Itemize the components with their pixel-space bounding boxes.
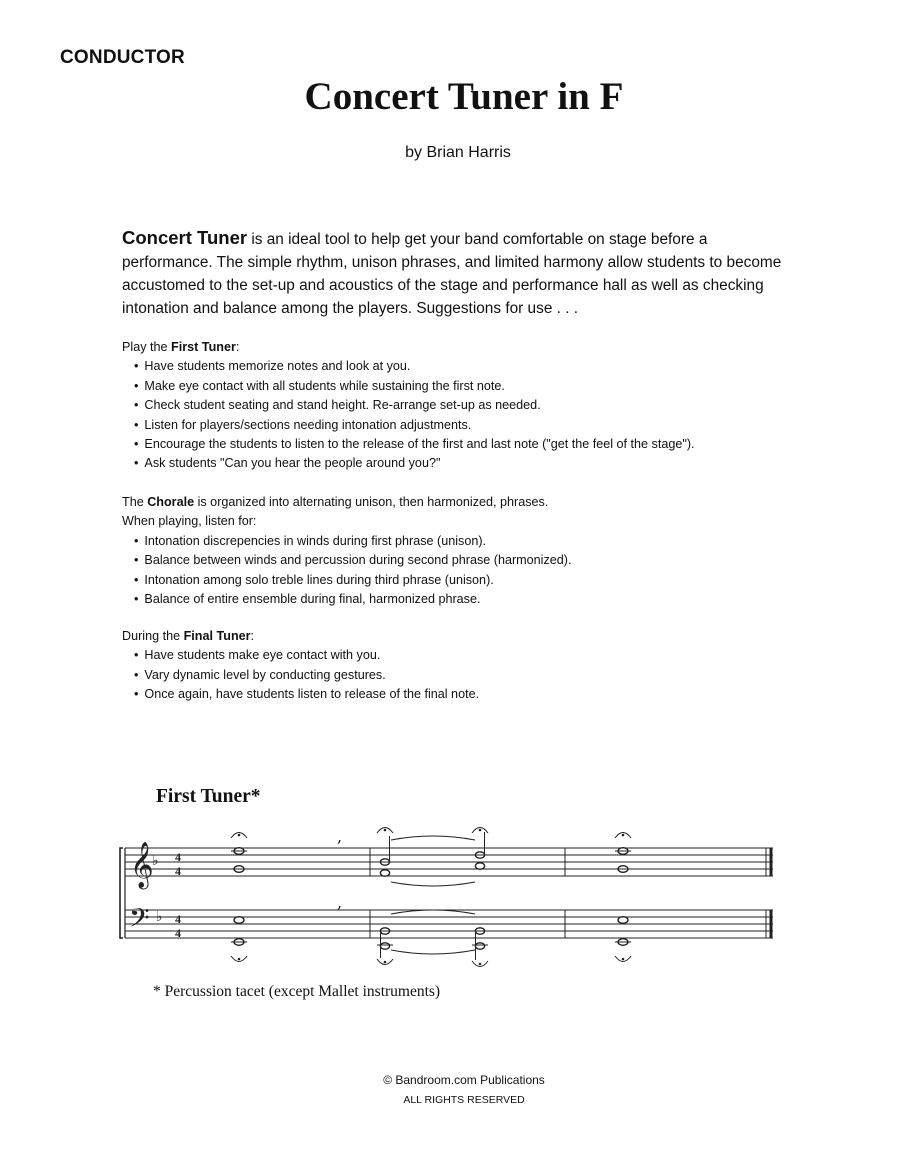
first-tuner-intro: Play the First Tuner:	[122, 340, 240, 354]
tie	[391, 910, 475, 914]
list-item: • Balance of entire ensemble during final, harmonized phrase.	[134, 590, 802, 609]
first-tuner-section	[122, 338, 802, 474]
half-note	[380, 870, 389, 876]
breath-mark-icon: ,	[337, 827, 343, 846]
intro-text: is an ideal tool to help get your band comfortable on stage before a performance. The simple rhythm, unison phrases, and limited harmony allow students to become accustomed to the set-up and acoustics of the stage and performance hall as well as checking intonation and balance among the players. Suggestions for use . . .	[122, 231, 782, 317]
final-tuner-intro: During the Final Tuner:	[122, 629, 255, 643]
list-item: • Intonation discrepencies in winds during first phrase (unison).	[134, 532, 802, 551]
whole-note	[618, 917, 628, 924]
tie	[391, 882, 475, 886]
list-item: • Vary dynamic level by conducting gestures.	[134, 666, 802, 685]
list-item: • Balance between winds and percussion during second phrase (harmonized).	[134, 551, 802, 570]
first-tuner-list	[122, 357, 802, 473]
system-bracket	[120, 848, 123, 938]
list-item: • Intonation among solo treble lines during third phrase (unison).	[134, 571, 802, 590]
half-note	[475, 863, 484, 869]
flat-icon: ♭	[156, 909, 163, 925]
final-tuner-section	[122, 627, 802, 705]
list-item: • Once again, have students listen to release of the final note.	[134, 685, 802, 704]
chorale-listen-for: When playing, listen for:	[122, 514, 257, 529]
time-signature-top: 4	[175, 912, 181, 926]
tie	[391, 836, 475, 840]
list-item: • Make eye contact with all students while sustaining the first note.	[134, 377, 802, 396]
list-item: • Check student seating and stand height. Re-arrange set-up as needed.	[134, 396, 802, 415]
chorale-intro: The Chorale is organized into alternating unison, then harmonized, phrases.	[122, 495, 549, 509]
half-note	[380, 943, 389, 949]
bass-clef-icon: 𝄢	[129, 902, 150, 940]
treble-clef-icon: 𝄞	[130, 842, 154, 888]
final-tuner-list	[122, 646, 802, 704]
score-heading: First Tuner*	[156, 786, 261, 807]
intro-lead: Concert Tuner	[122, 227, 248, 248]
byline: by Brian Harris	[405, 144, 511, 161]
half-note	[475, 943, 484, 949]
list-item: • Listen for players/sections needing intonation adjustments.	[134, 416, 802, 435]
intro-paragraph	[122, 226, 802, 320]
tie	[391, 950, 475, 954]
score-footnote: * Percussion tacet (except Mallet instruments)	[153, 983, 441, 1000]
breath-mark-icon: ,	[337, 893, 343, 912]
score-system	[115, 822, 780, 972]
chorale-list	[122, 532, 802, 610]
list-item: • Ask students "Can you hear the people around you?"	[134, 454, 802, 473]
list-item: • Encourage the students to listen to the release of the first and last note ("get the feel of the stage").	[134, 435, 802, 454]
list-item: • Have students memorize notes and look at you.	[134, 357, 802, 376]
list-item: • Have students make eye contact with you.	[134, 646, 802, 665]
time-signature-bottom: 4	[175, 926, 181, 940]
rights-reserved: ALL RIGHTS RESERVED	[403, 1094, 525, 1106]
copyright: © Bandroom.com Publications	[383, 1073, 545, 1087]
flat-icon: ♭	[152, 853, 159, 869]
time-signature-top: 4	[175, 850, 181, 864]
whole-note	[234, 917, 244, 924]
time-signature-bottom: 4	[175, 864, 181, 878]
page-title: Concert Tuner in F	[304, 75, 624, 118]
chorale-section	[122, 493, 802, 609]
part-label: CONDUCTOR	[60, 47, 185, 68]
